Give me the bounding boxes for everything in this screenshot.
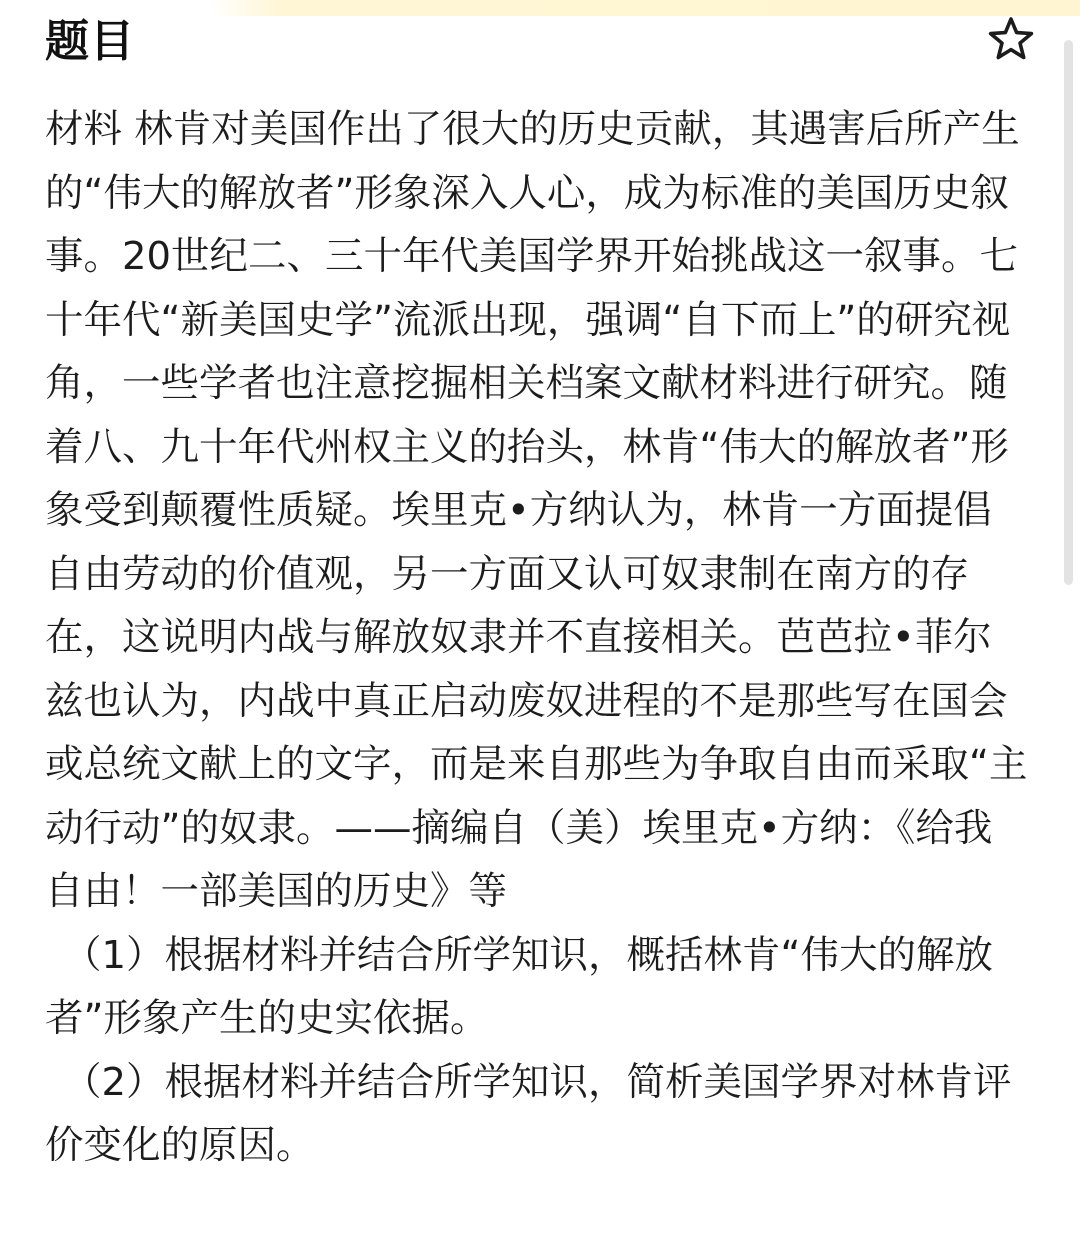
scrollbar[interactable]	[1064, 40, 1073, 585]
question-content	[45, 98, 1030, 1178]
star-outline-icon	[984, 14, 1038, 64]
sub-question-1: （1）根据材料并结合所学知识，概括林肯“伟大的解放者”形象产生的史实依据。	[45, 932, 993, 1041]
sub-question-2: （2）根据材料并结合所学知识，简析美国学界对林肯评价变化的原因。	[45, 1059, 1012, 1168]
page-title: 题目	[45, 16, 135, 67]
material-text: 材料 林肯对美国作出了很大的历史贡献，其遇害后所产生的“伟大的解放者”形象深入人心，成为标准的美国历史叙事。20世纪二、三十年代美国学界开始挑战这一叙事。七十年代“新美国史学”流派出现，强调“自下而上”的研究视角，一些学者也注意挖掘相关档案文献材料进行研究。随着八、九十年代州权主义的抬头，林肯“伟大的解放者”形象受到颠覆性质疑。埃里克•方纳认为，林肯一方面提倡自由劳动的价值观，另一方面又认可奴隶制在南方的存在，这说明内战与解放奴隶并不直接相关。芭芭拉•菲尔兹也认为，内战中真正启动废奴进程的不是那些写在国会或总统文献上的文字，而是来自那些为争取自由而采取“主动行动”的奴隶。——摘编自（美）埃里克•方纳：《给我自由！一部美国的历史》等	[45, 107, 1028, 914]
top-banner	[210, 0, 1080, 16]
favorite-button[interactable]	[984, 14, 1038, 64]
